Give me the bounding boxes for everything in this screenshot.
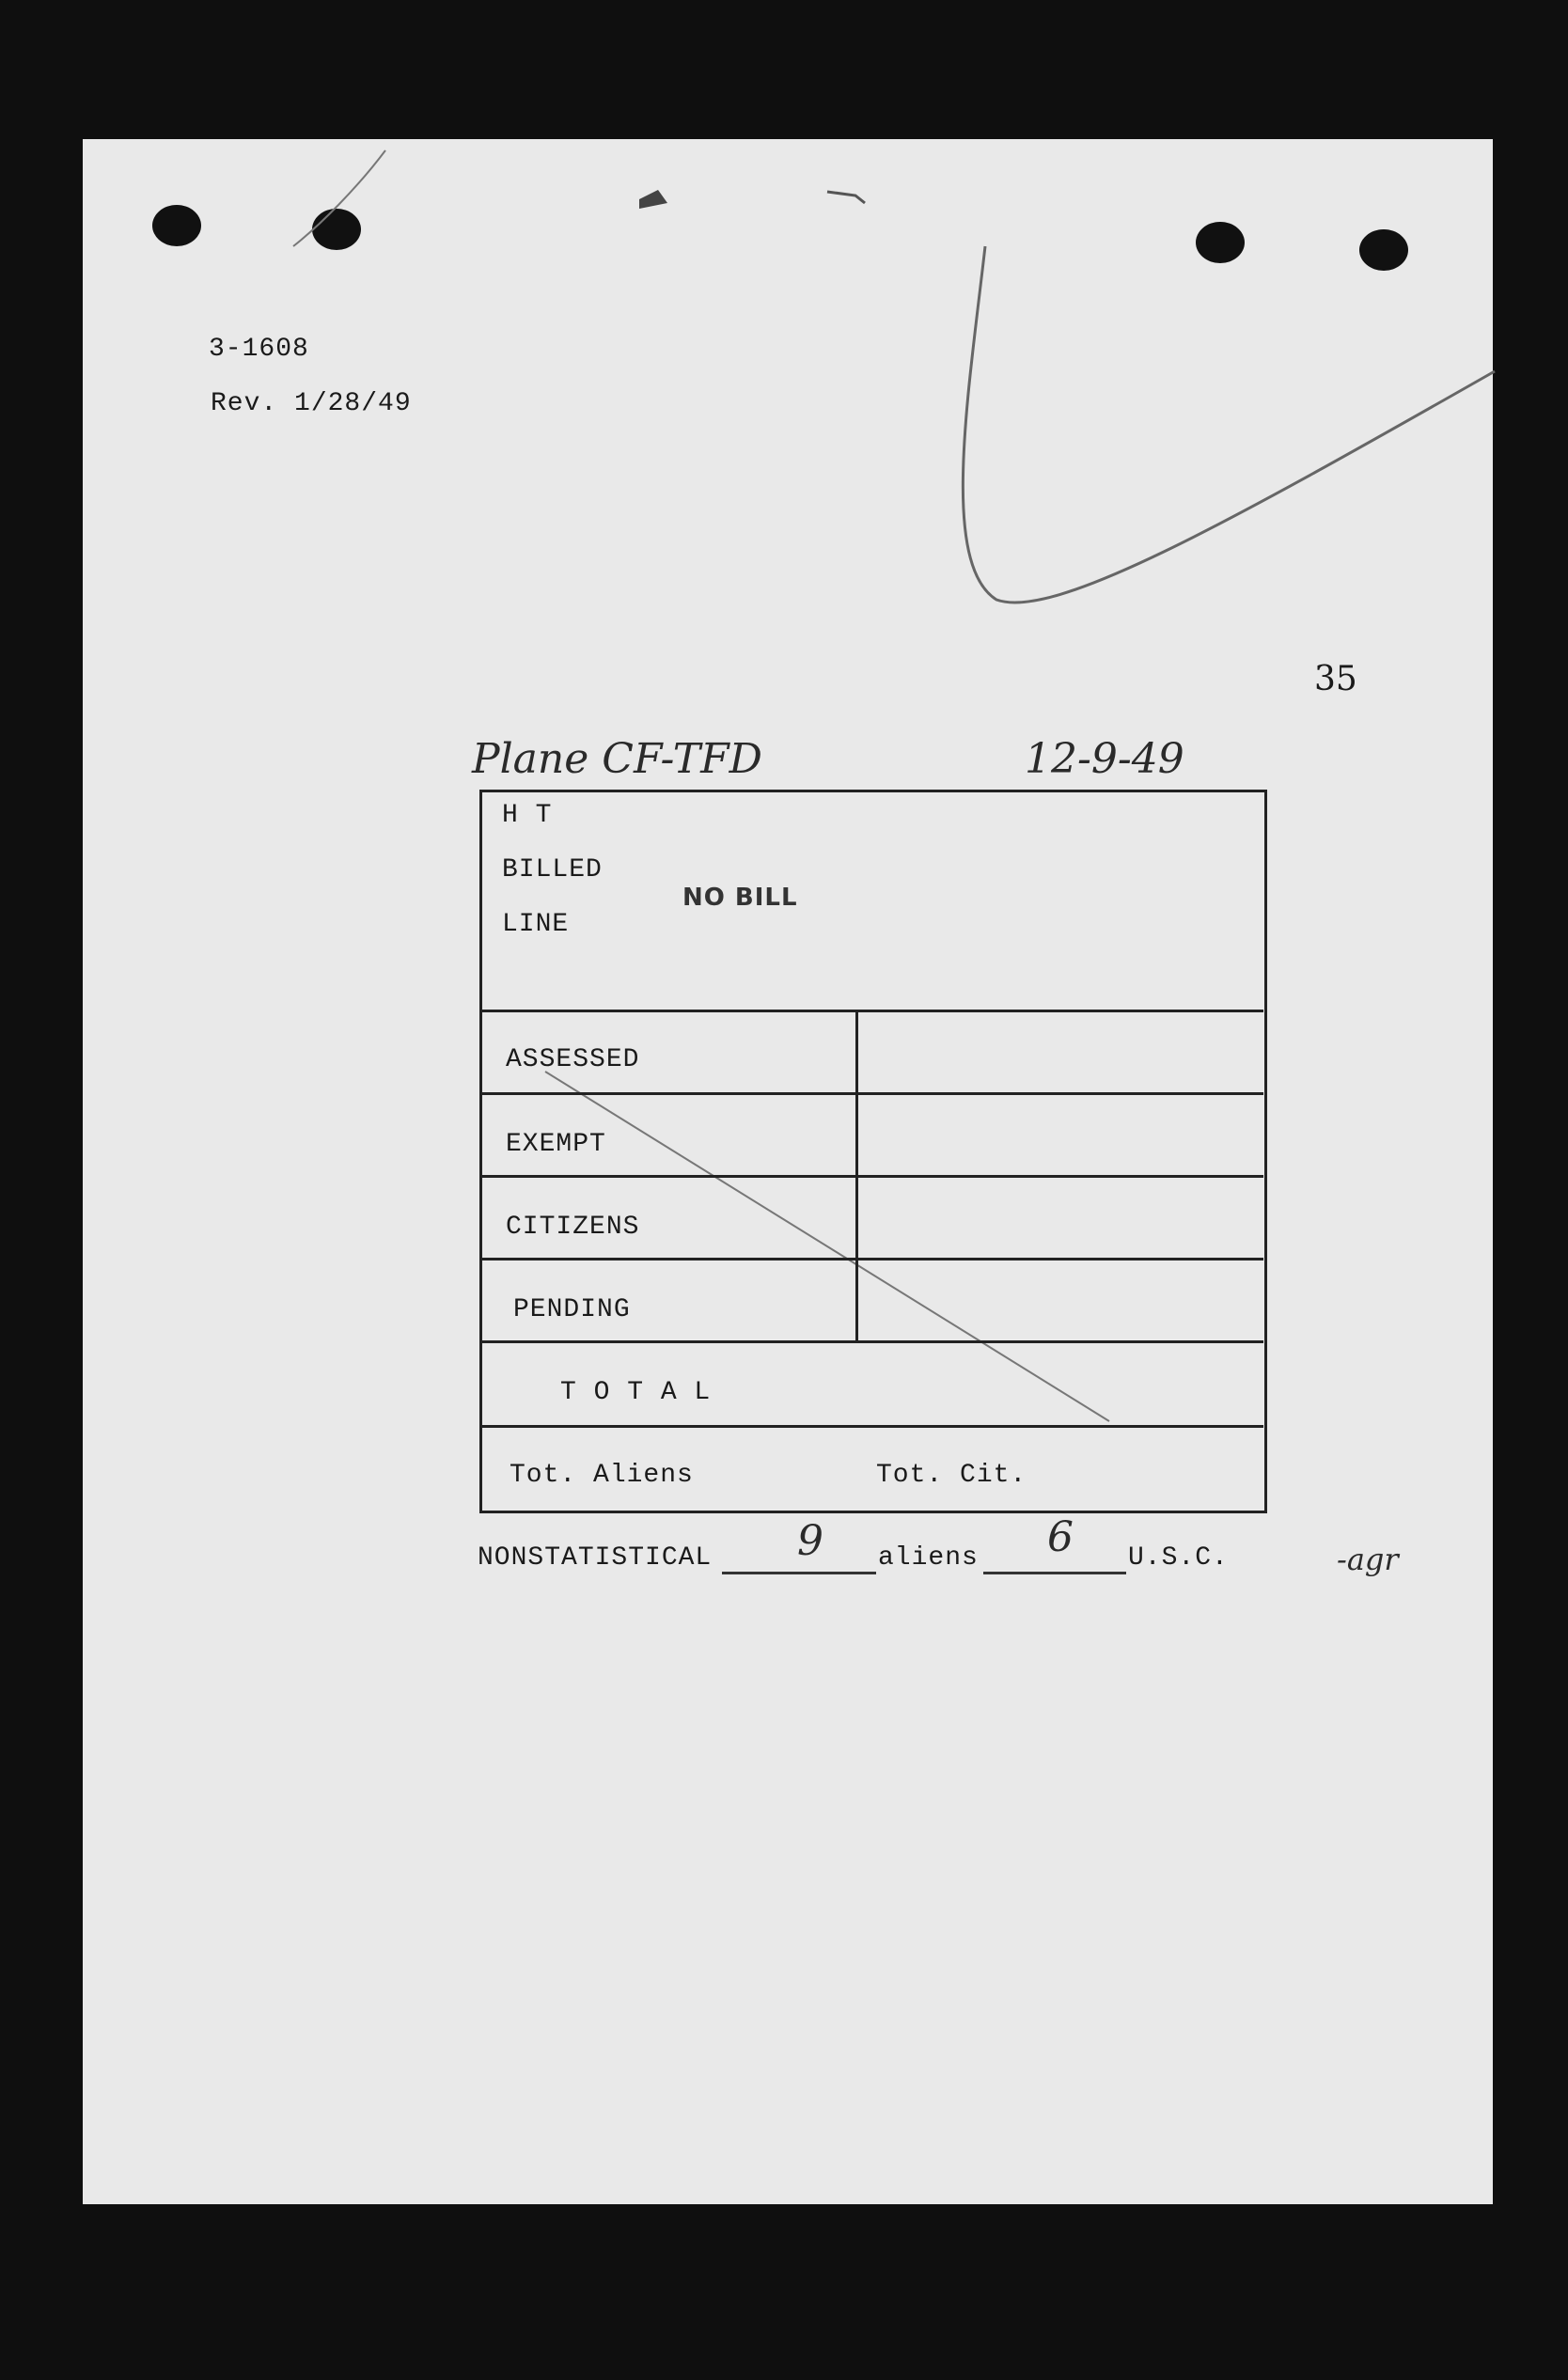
handwritten-date: 12-9-49 [1025, 735, 1184, 783]
usc-label: U.S.C. [1128, 1543, 1229, 1573]
nonstatistical-label: NONSTATISTICAL [478, 1543, 713, 1573]
line-label: LINE [502, 910, 570, 939]
form-number: 3-1608 [209, 335, 309, 364]
row-exempt: EXEMPT [506, 1130, 606, 1159]
handwritten-initials: -agr [1337, 1542, 1399, 1577]
tot-aliens-label: Tot. Aliens [510, 1461, 694, 1490]
table-divider [481, 1092, 1263, 1095]
table-divider [481, 1258, 1263, 1260]
aliens-blank-line [722, 1572, 876, 1574]
table-divider [481, 1175, 1263, 1178]
total-label: T O T A L [560, 1378, 712, 1407]
form-revision: Rev. 1/28/49 [211, 389, 412, 418]
row-citizens: CITIZENS [506, 1213, 640, 1242]
ht-label: H T [502, 801, 553, 830]
usc-blank-line [983, 1572, 1126, 1574]
usc-count: 6 [1047, 1513, 1074, 1561]
table-divider [481, 1010, 1263, 1012]
no-bill-stamp: NO BILL [682, 884, 798, 912]
table-divider [481, 1425, 1263, 1428]
page-number: 35 [1314, 660, 1357, 698]
billed-label: BILLED [502, 855, 603, 885]
table-column-divider [855, 1011, 858, 1342]
row-assessed: ASSESSED [506, 1045, 640, 1074]
handwritten-plane: Plane CF-TFD [472, 735, 762, 783]
aliens-count: 9 [797, 1517, 823, 1565]
tot-cit-label: Tot. Cit. [876, 1461, 1027, 1490]
table-divider [481, 1340, 1263, 1343]
aliens-label: aliens [878, 1543, 979, 1573]
row-pending: PENDING [513, 1295, 631, 1324]
